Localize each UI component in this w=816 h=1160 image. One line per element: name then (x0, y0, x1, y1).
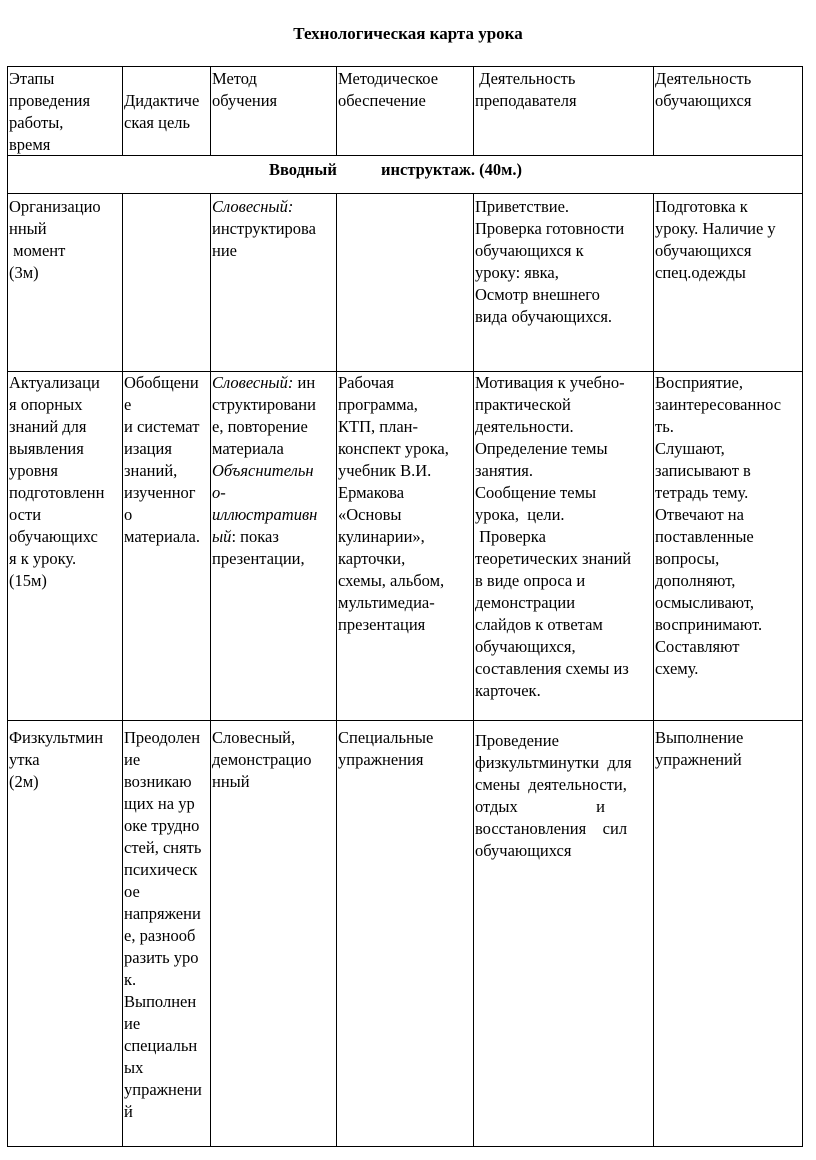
row3-teacher-activity: Проведение физкультминутки для смены деятельности, отдых и восстановления сил обучающихся (475, 731, 632, 860)
row2-method-rest: ин структировани е, повторение материала (212, 373, 316, 458)
table-border-top (7, 66, 803, 67)
table-border-left (7, 66, 8, 1146)
row2-method-italic: Словесный: (212, 373, 294, 392)
row1-method-italic: Словесный: (212, 197, 294, 216)
column-divider (122, 193, 123, 1146)
row1-stage: Организацио нный момент (3м) (9, 197, 101, 282)
section-title-left: Вводный (269, 160, 337, 179)
row3-method: Словесный, демонстрацио нный (212, 728, 312, 791)
row2-student-activity: Восприятие, заинтересованнос ть. Слушают, записывают в тетрадь тему. Отвечают на поставленные вопросы, дополняют, осмысливают, воспринимают. Составляют схему. (655, 373, 782, 678)
row2-method-b-italic: Объяснительн о- иллюстративн ый (212, 461, 318, 546)
table-border-right (802, 66, 803, 1146)
column-divider (336, 66, 337, 155)
header-didactic-goal: Дидактиче ская цель (124, 91, 200, 132)
page-title: Технологическая карта урока (293, 24, 523, 43)
row3-goal: Преодолен ие возникаю щих на ур оке трудно стей, снять психическ ое напряжени е, разнооб разить уро к. Выполнен ие специальн ых упражнени й (124, 728, 202, 1121)
header-student-activity: Деятельность обучающихся (655, 69, 752, 110)
table-border-bottom (7, 1146, 803, 1147)
row2-support: Рабочая программа, КТП, план- конспект урока, учебник В.И. Ермакова «Основы кулинарии», карточки, схемы, альбом, мультимедиа- презентация (338, 373, 449, 634)
row1-method (212, 196, 336, 262)
column-divider (653, 66, 654, 155)
column-divider (122, 66, 123, 155)
column-divider (210, 193, 211, 1146)
section-title-right: инструктаж. (40м.) (381, 160, 522, 179)
row2-goal: Обобщени е и системат изация знаний, изученног о материала. (124, 373, 200, 546)
header-teacher-activity: Деятельность преподавателя (475, 69, 577, 110)
row-divider (7, 155, 803, 156)
row2-method-b-rest: : показ презентации, (212, 527, 305, 568)
row-divider (7, 720, 803, 721)
header-stages: Этапы проведения работы, время (9, 69, 91, 154)
header-methodical-support: Методическое обеспечение (338, 69, 439, 110)
column-divider (473, 193, 474, 1146)
row3-support: Специальные упражнения (338, 728, 434, 769)
column-divider (473, 66, 474, 155)
row3-student-activity: Выполнение упражнений (655, 728, 744, 769)
row1-method-rest: инструктирова ние (212, 219, 316, 260)
column-divider (336, 193, 337, 1146)
row2-method (212, 372, 336, 570)
row1-student-activity: Подготовка к уроку. Наличие у обучающихся спец.одежды (655, 197, 776, 282)
row3-stage: Физкультмин утка (2м) (9, 728, 104, 791)
column-divider (653, 193, 654, 1146)
lesson-table (7, 66, 803, 1146)
row1-teacher-activity: Приветствие. Проверка готовности обучающихся к уроку: явка, Осмотр внешнего вида обучающихся. (475, 197, 625, 326)
header-teaching-method: Метод обучения (212, 69, 278, 110)
row2-teacher-activity: Мотивация к учебно- практической деятельности. Определение темы занятия. Сообщение темы урока, цели. Проверка теоретических знаний в виде опроса и демонстрации слайдов к ответам обучающихся, составления схемы из карточек. (475, 373, 632, 700)
row2-stage: Актуализаци я опорных знаний для выявления уровня подготовленн ости обучающихс я к уроку. (15м) (9, 373, 105, 590)
row-divider (7, 193, 803, 194)
